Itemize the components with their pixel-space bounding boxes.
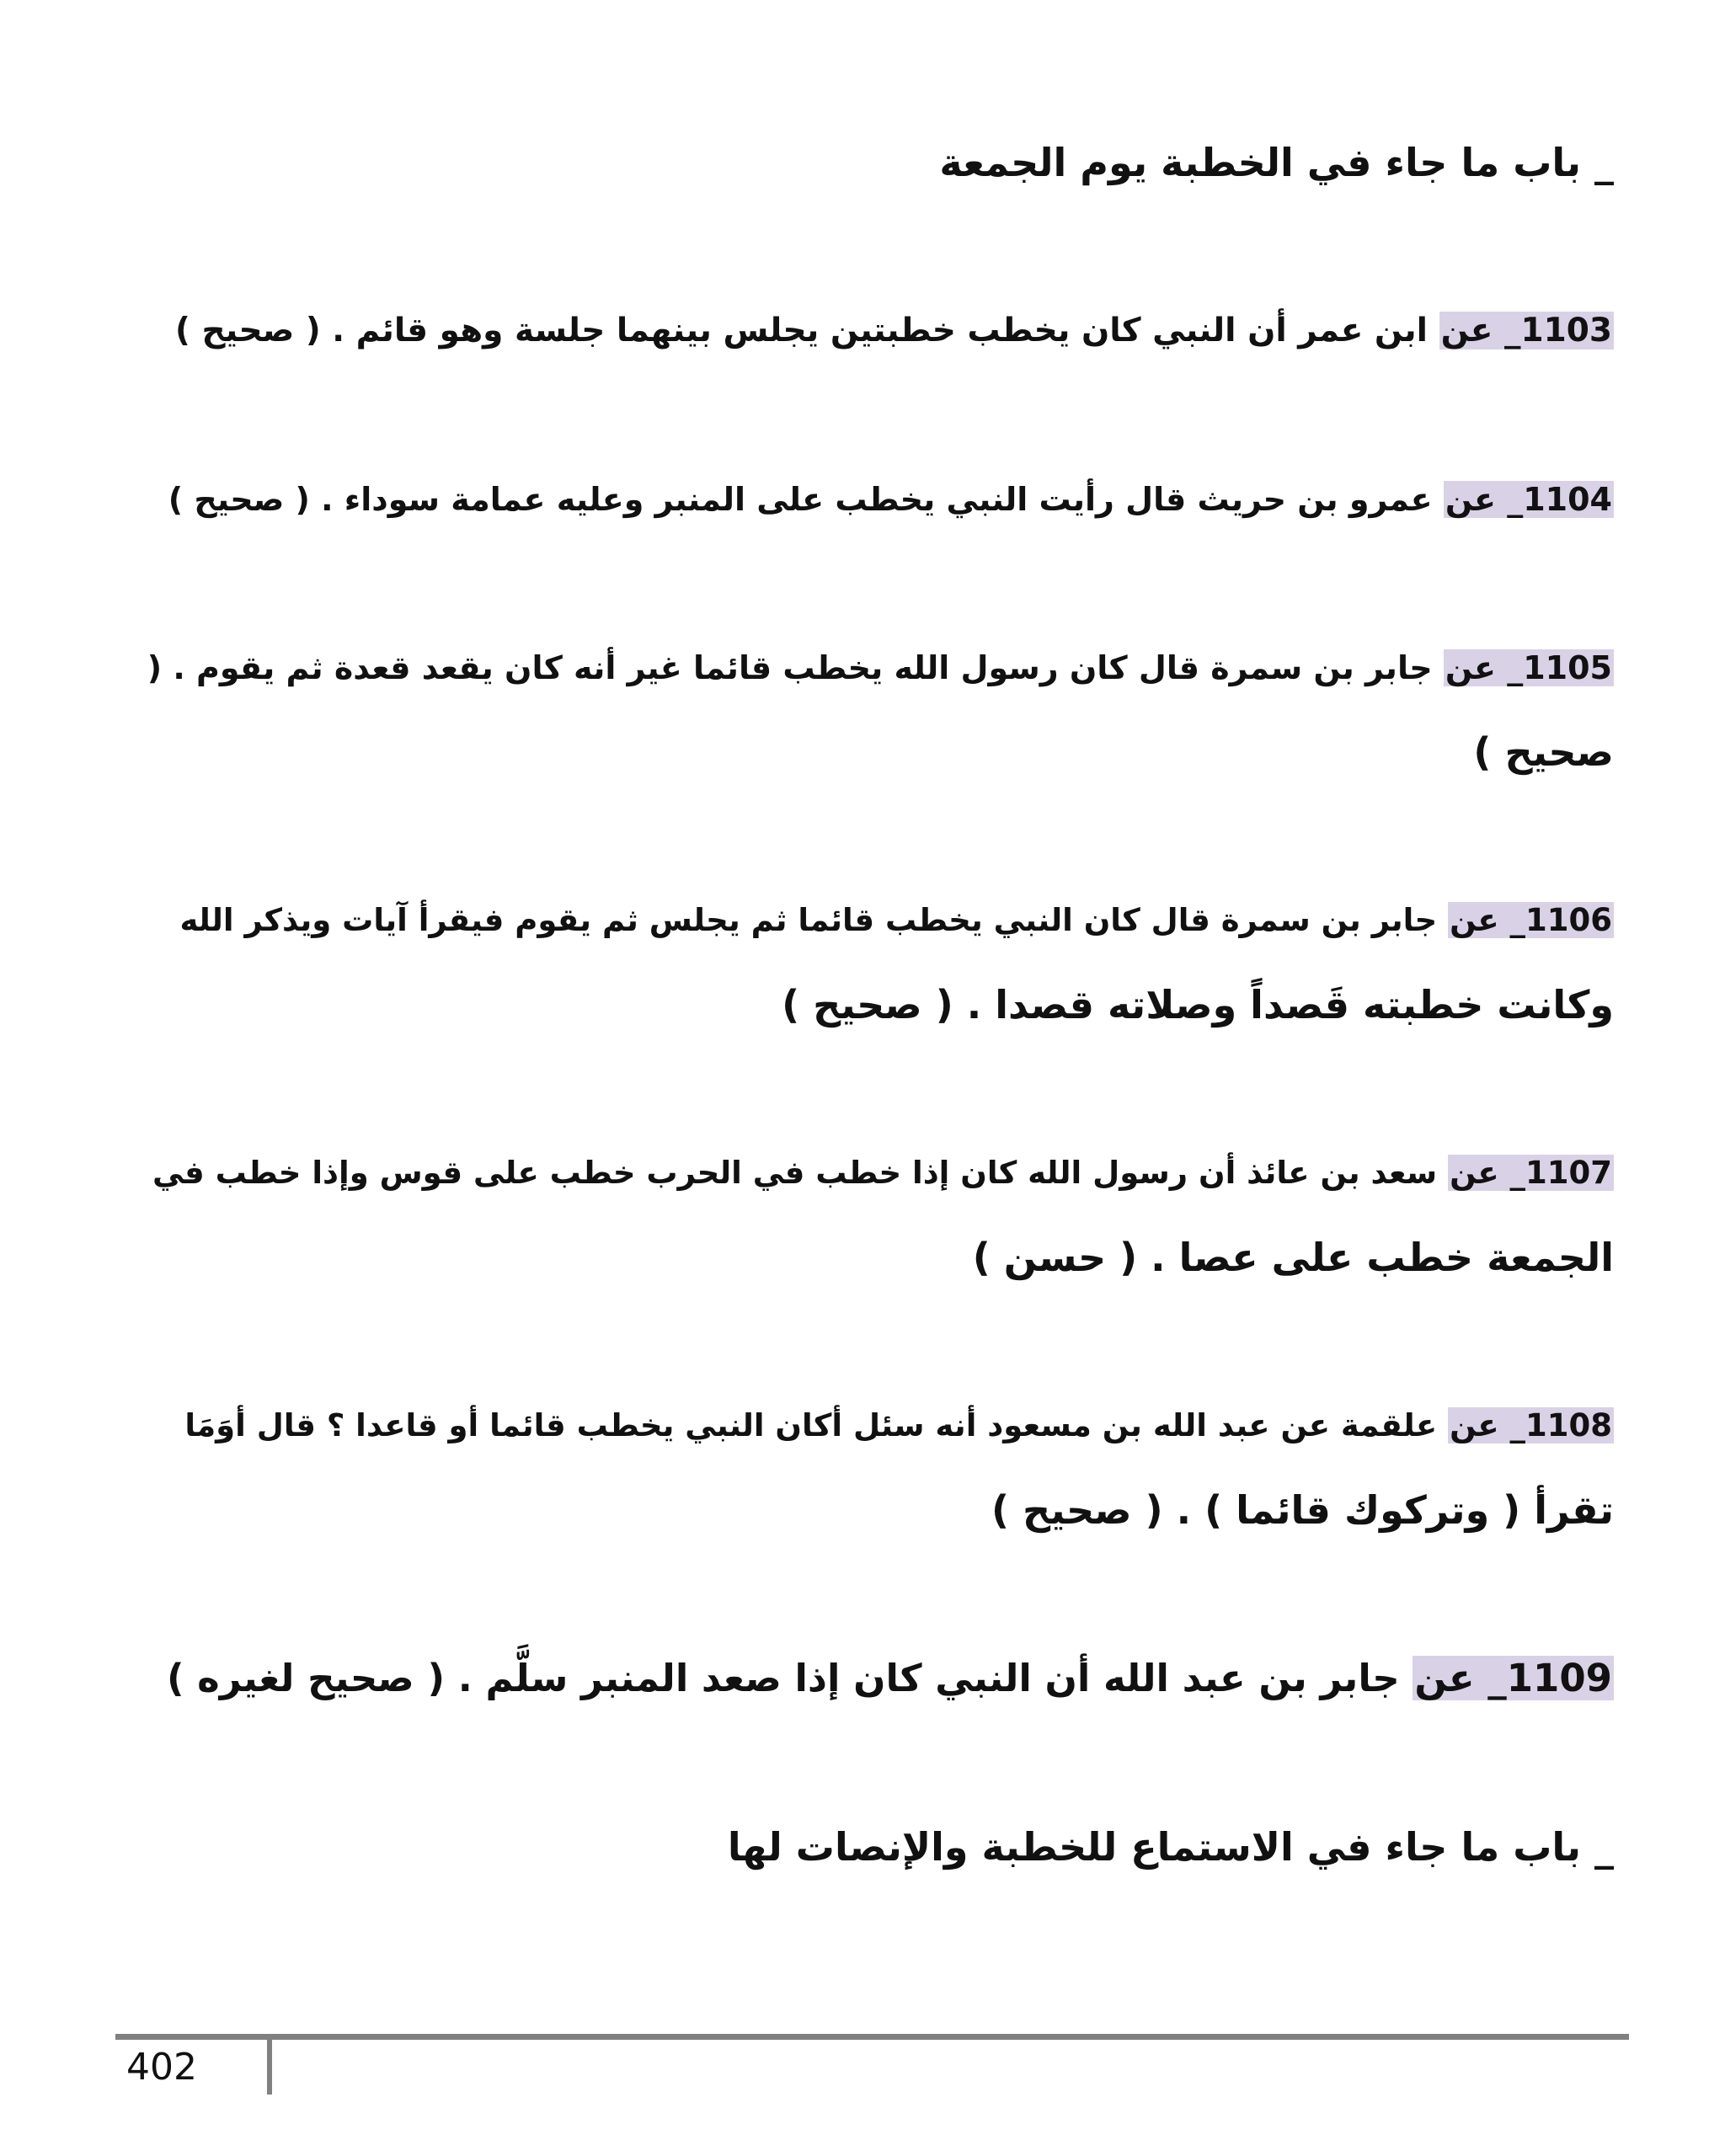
hadith-1106	[147, 880, 1614, 961]
hadith-1108-continuation	[147, 1470, 1614, 1550]
hadith-text: الجمعة خطب على عصا . ( حسن )	[972, 1235, 1614, 1280]
chapter-title	[147, 1806, 1614, 1887]
hadith-number-highlight: 1107_ عن	[1450, 1155, 1612, 1191]
chapter-title-text: _ باب ما جاء في الاستماع للخطبة والإنصات لها	[727, 1824, 1614, 1870]
hadith-text: علقمة عن عبد الله بن مسعود أنه سئل أكان النبي يخطب قائما أو قاعدا ؟ قال أوَمَا	[184, 1407, 1438, 1444]
chapter-title-text: _ باب ما جاء في الخطبة يوم الجمعة	[939, 140, 1614, 185]
hadith-1103	[147, 291, 1614, 371]
hadith-number-highlight: 1103_ عن	[1440, 312, 1612, 350]
hadith-text: صحيح )	[1473, 729, 1614, 775]
hadith-1106-continuation	[147, 964, 1614, 1045]
footer-rule	[115, 2034, 1629, 2040]
hadith-text: جابر بن سمرة قال كان رسول الله يخطب قائما غير أنه كان يقعد قعدة ثم يقوم . (	[147, 649, 1433, 686]
hadith-text: ابن عمر أن النبي كان يخطب خطبتين يجلس بينهما جلسة وهو قائم . ( صحيح )	[175, 312, 1429, 350]
hadith-text: سعد بن عائذ أن رسول الله كان إذا خطب في الحرب خطب على قوس وإذا خطب في	[152, 1155, 1438, 1191]
hadith-text: جابر بن عبد الله أن النبي كان إذا صعد المنبر سلَّم . ( صحيح لغيره )	[166, 1656, 1400, 1700]
hadith-number-highlight: 1105_ عن	[1445, 649, 1612, 686]
chapter-title	[147, 122, 1614, 203]
hadith-1107-continuation	[147, 1217, 1614, 1298]
hadith-text: جابر بن سمرة قال كان النبي يخطب قائما ثم يجلس ثم يقوم فيقرأ آيات ويذكر الله	[179, 902, 1438, 938]
hadith-number-highlight: 1108_ عن	[1450, 1407, 1612, 1444]
hadith-number-highlight: 1109_ عن	[1414, 1656, 1612, 1700]
page-number: 402	[126, 2046, 197, 2089]
hadith-text: عمرو بن حريث قال رأيت النبي يخطب على المنبر وعليه عمامة سوداء . ( صحيح )	[168, 481, 1433, 518]
hadith-1105	[147, 627, 1614, 708]
footer-divider	[267, 2034, 272, 2095]
hadith-1107	[147, 1133, 1614, 1214]
hadith-1109	[147, 1638, 1614, 1719]
hadith-number-highlight: 1106_ عن	[1450, 902, 1612, 938]
hadith-1108	[147, 1385, 1614, 1466]
hadith-1105-continuation	[147, 712, 1614, 792]
hadith-text: تقرأ ( وتركوك قائما ) . ( صحيح )	[991, 1487, 1614, 1533]
hadith-number-highlight: 1104_ عن	[1445, 481, 1612, 518]
hadith-text: وكانت خطبته قَصداً وصلاته قصدا . ( صحيح )	[782, 982, 1614, 1027]
hadith-1104	[147, 459, 1614, 540]
